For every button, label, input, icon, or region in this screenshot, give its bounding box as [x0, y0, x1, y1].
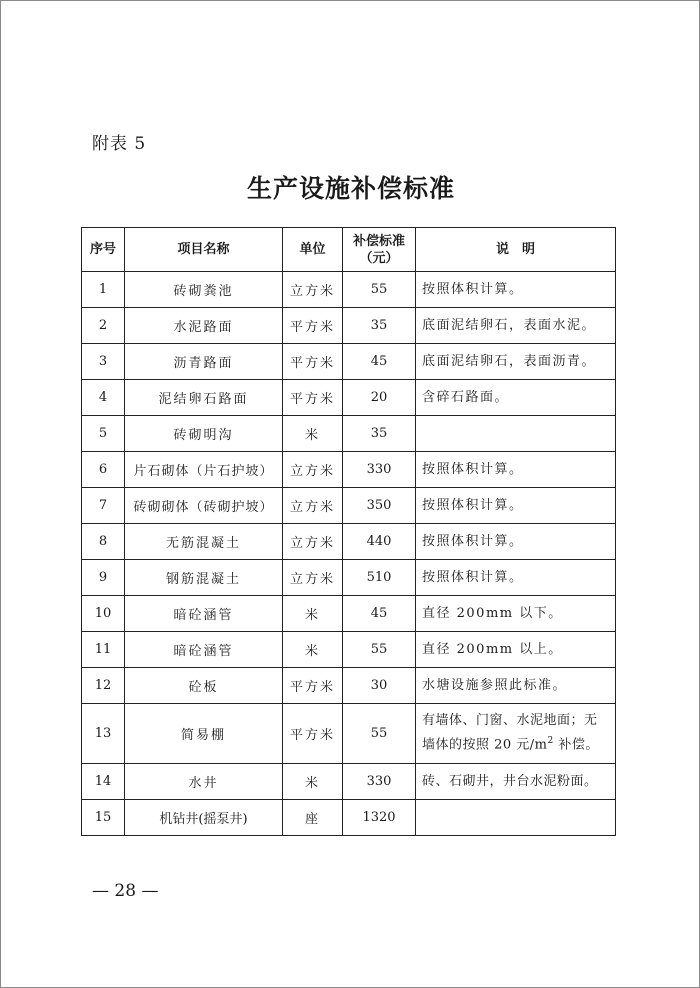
cell-unit: 米: [283, 764, 343, 800]
cell-name: 砼板: [125, 668, 283, 704]
header-note: 说 明: [416, 228, 616, 272]
cell-note: 底面泥结卵石，表面沥青。: [416, 344, 616, 380]
cell-index: 8: [82, 524, 125, 560]
table-row: [82, 308, 616, 344]
table-row: [82, 452, 616, 488]
appendix-label: 附表 5: [92, 134, 147, 154]
cell-unit: 米: [283, 596, 343, 632]
cell-value: 1320: [343, 800, 416, 836]
cell-index: 1: [82, 272, 125, 308]
cell-unit: 米: [283, 416, 343, 452]
cell-name: 片石砌体（片石护坡）: [125, 452, 283, 488]
table-row: [82, 596, 616, 632]
cell-index: 4: [82, 380, 125, 416]
cell-unit: 平方米: [283, 308, 343, 344]
cell-note: 直径 200mm 以上。: [416, 632, 616, 668]
cell-note: 底面泥结卵石，表面水泥。: [416, 308, 616, 344]
cell-note: 按照体积计算。: [416, 272, 616, 308]
table-row: [82, 800, 616, 836]
cell-note-line1: 有墙体、门窗、水泥地面；无: [422, 713, 598, 729]
cell-unit: 平方米: [283, 668, 343, 704]
cell-index: 9: [82, 560, 125, 596]
cell-name: 水井: [125, 764, 283, 800]
header-standard: [343, 228, 416, 272]
table-row: [82, 764, 616, 800]
cell-note: 按照体积计算。: [416, 560, 616, 596]
header-standard-line2: （元）: [359, 250, 399, 266]
table-row: [82, 704, 616, 764]
cell-value: 55: [343, 632, 416, 668]
cell-name: 水泥路面: [125, 308, 283, 344]
cell-value: 55: [343, 704, 416, 764]
cell-index: 14: [82, 764, 125, 800]
cell-note: 水塘设施参照此标准。: [416, 668, 616, 704]
cell-value: 510: [343, 560, 416, 596]
cell-name: 简易棚: [125, 704, 283, 764]
cell-name: 暗砼涵管: [125, 596, 283, 632]
cell-unit: 座: [283, 800, 343, 836]
compensation-table: [81, 227, 616, 836]
cell-unit: 米: [283, 632, 343, 668]
cell-value: 30: [343, 668, 416, 704]
cell-index: 6: [82, 452, 125, 488]
cell-value: 330: [343, 452, 416, 488]
cell-note: 按照体积计算。: [416, 452, 616, 488]
table-row: [82, 560, 616, 596]
cell-name: 砖砌明沟: [125, 416, 283, 452]
cell-note: 直径 200mm 以下。: [416, 596, 616, 632]
table-row: [82, 668, 616, 704]
cell-unit: 立方米: [283, 488, 343, 524]
cell-note-line2: 墙体的按照 20 元/m: [422, 737, 548, 753]
superscript-exponent: 2: [547, 736, 554, 747]
page-title: 生产设施补偿标准: [246, 174, 455, 203]
cell-index: 12: [82, 668, 125, 704]
cell-name: 砖砌砌体（砖砌护坡）: [125, 488, 283, 524]
header-standard-line1: 补偿标准: [352, 233, 405, 249]
cell-index: 13: [82, 704, 125, 764]
cell-name: 钢筋混凝土: [125, 560, 283, 596]
cell-unit: 立方米: [283, 524, 343, 560]
cell-unit: 立方米: [283, 272, 343, 308]
header-name: 项目名称: [125, 228, 283, 272]
cell-index: 3: [82, 344, 125, 380]
cell-index: 10: [82, 596, 125, 632]
cell-note: [416, 704, 616, 764]
cell-value: 35: [343, 308, 416, 344]
cell-name: 暗砼涵管: [125, 632, 283, 668]
cell-name: 无筋混凝土: [125, 524, 283, 560]
cell-unit: 平方米: [283, 344, 343, 380]
cell-note: [416, 416, 616, 452]
cell-note: 含碎石路面。: [416, 380, 616, 416]
cell-name: 砖砌粪池: [125, 272, 283, 308]
cell-unit: 立方米: [283, 560, 343, 596]
table-row: [82, 524, 616, 560]
cell-index: 5: [82, 416, 125, 452]
table-row: [82, 272, 616, 308]
cell-note: 按照体积计算。: [416, 488, 616, 524]
cell-unit: 立方米: [283, 452, 343, 488]
cell-value: 440: [343, 524, 416, 560]
cell-index: 15: [82, 800, 125, 836]
header-unit: 单位: [283, 228, 343, 272]
table-row: [82, 416, 616, 452]
cell-name: 沥青路面: [125, 344, 283, 380]
cell-index: 7: [82, 488, 125, 524]
cell-value: 35: [343, 416, 416, 452]
table-row: [82, 488, 616, 524]
cell-unit: 平方米: [283, 704, 343, 764]
cell-note: 砖、石砌井，井台水泥粉面。: [416, 764, 616, 800]
page-number: — 28 —: [92, 881, 159, 901]
table-header-row: [82, 228, 616, 272]
cell-value: 330: [343, 764, 416, 800]
cell-value: 45: [343, 344, 416, 380]
cell-value: 350: [343, 488, 416, 524]
cell-name: 机钻井(摇泵井): [125, 800, 283, 836]
cell-note: [416, 800, 616, 836]
cell-value: 45: [343, 596, 416, 632]
table-row: [82, 344, 616, 380]
cell-index: 11: [82, 632, 125, 668]
cell-note: 按照体积计算。: [416, 524, 616, 560]
cell-unit: 平方米: [283, 380, 343, 416]
header-index: 序号: [82, 228, 125, 272]
cell-index: 2: [82, 308, 125, 344]
cell-name: 泥结卵石路面: [125, 380, 283, 416]
cell-value: 20: [343, 380, 416, 416]
table-row: [82, 632, 616, 668]
cell-value: 55: [343, 272, 416, 308]
cell-note-line2-end: 补偿。: [553, 737, 599, 753]
table-row: [82, 380, 616, 416]
